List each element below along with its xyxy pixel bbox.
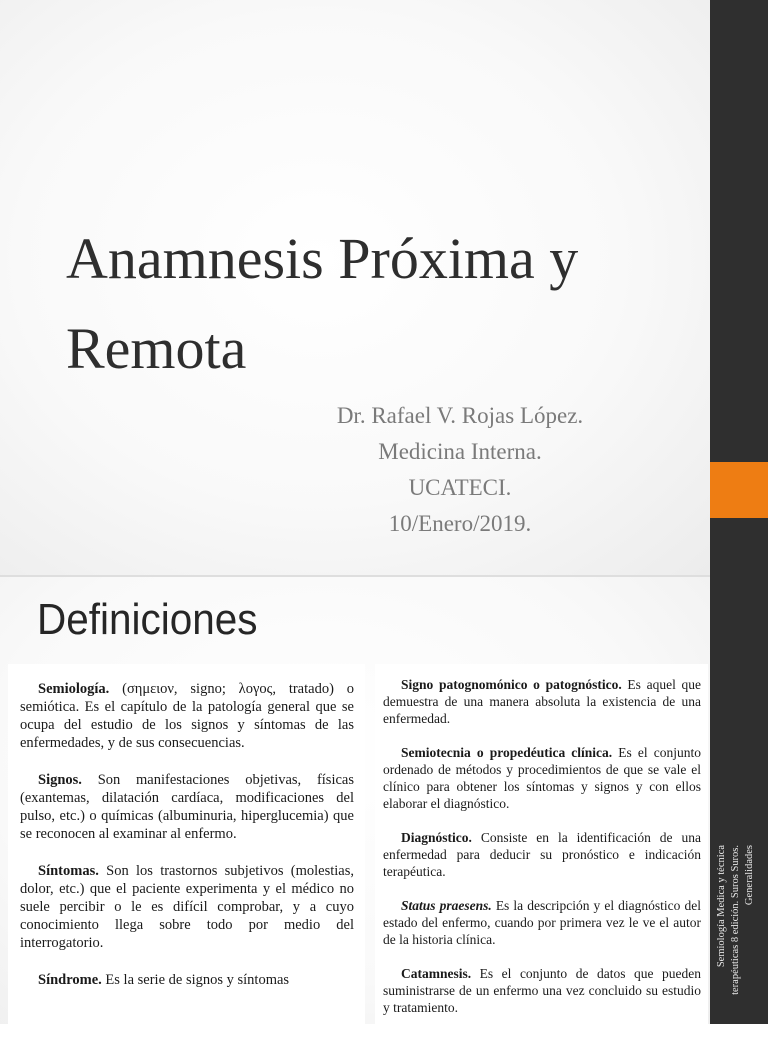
- definition-signo-patognomonico: [383, 676, 701, 727]
- definition-text: Es el conjunto ordenado de métodos y procedimientos de que se vale el clínico para obtener los síntomas y signos y con ellos elaborar el diagnóstico.: [383, 745, 701, 811]
- book-page-right: [375, 664, 708, 1044]
- definition-text: Es la descripción y el diagnóstico del estado del enfermo, cuando por primera vez le ve el autor de la historia clínica.: [383, 898, 701, 947]
- slide-heading: Definiciones: [37, 595, 258, 644]
- definition-signos: [20, 771, 354, 843]
- subtitle-specialty: Medicina Interna.: [378, 439, 542, 464]
- definition-term: Signo patognomónico o patognóstico.: [401, 677, 622, 692]
- definition-term: Semiotecnia o propedéutica clínica.: [401, 745, 613, 760]
- definition-term: Diagnóstico.: [401, 830, 472, 845]
- definitions-column-right: [383, 676, 701, 1033]
- definitions-slide: [0, 577, 710, 1024]
- definition-text: Es aquel que demuestra de una manera absoluta la existencia de una enfermedad.: [383, 677, 702, 726]
- definition-term: Catamnesis.: [401, 966, 472, 981]
- subtitle-author: Dr. Rafael V. Rojas López.: [336, 403, 584, 428]
- definition-semiologia: [20, 680, 354, 752]
- slide-sidebar: [710, 0, 768, 1024]
- subtitle-date: 10/Enero/2019.: [388, 511, 532, 536]
- definition-text: Es la serie de signos y síntomas: [101, 972, 290, 988]
- book-page-left: [8, 664, 365, 1044]
- definition-term: Semiología.: [38, 681, 110, 697]
- definition-term: Síntomas.: [38, 863, 99, 879]
- definitions-column-left: [20, 680, 354, 1008]
- accent-block: [710, 462, 768, 518]
- definition-term: Status praesens.: [401, 898, 492, 913]
- definition-text: Son los trastornos subjetivos (molestias, dolor, etc.) que el paciente experimenta y el médico no suele percibir o le es difícil comprobar, y a cuyo conocimiento llega sobre todo por medio del interrogatorio.: [20, 863, 354, 951]
- definition-text: Es el conjunto de datos que pueden suministrarse de un enfermo una vez concluido su estudio y tratamiento.: [383, 966, 701, 1015]
- definition-catamnesis: [383, 965, 701, 1016]
- definition-text: Consiste en la identificación de una enfermedad para deducir su pronóstico e indicación terapéutica.: [383, 830, 701, 879]
- definition-semiotecnia: [383, 744, 701, 812]
- slide-title: Anamnesis Próxima y Remota: [66, 226, 579, 381]
- definition-sindrome: [20, 971, 354, 989]
- subtitle-institution: UCATECI.: [408, 475, 512, 500]
- definition-text: Son manifestaciones objetivas, físicas (exantemas, dilatación cardíaca, modificaciones del pulso, etc.) o químicas (albuminuria, hiperglucemia) que se reconocen al examinar al enfermo.: [20, 772, 354, 842]
- definition-status-praesens: [383, 897, 701, 948]
- definition-text: (σημειον, signo; λογος, tratado) o semiótica. Es el capítulo de la patología general que se ocupa del estudio de los signos y síntomas de las enfermedades, y de sus consecuencias.: [20, 681, 354, 751]
- definition-term: Signos.: [38, 772, 82, 788]
- definition-term: Síndrome.: [38, 972, 102, 988]
- definition-diagnostico: [383, 829, 701, 880]
- definition-sintomas: [20, 862, 354, 952]
- slide-subtitle: [240, 398, 680, 542]
- source-citation: Semiología Medica y técnica terapéuticas 8 edición. Suros Suros. Generalidades: [716, 845, 755, 995]
